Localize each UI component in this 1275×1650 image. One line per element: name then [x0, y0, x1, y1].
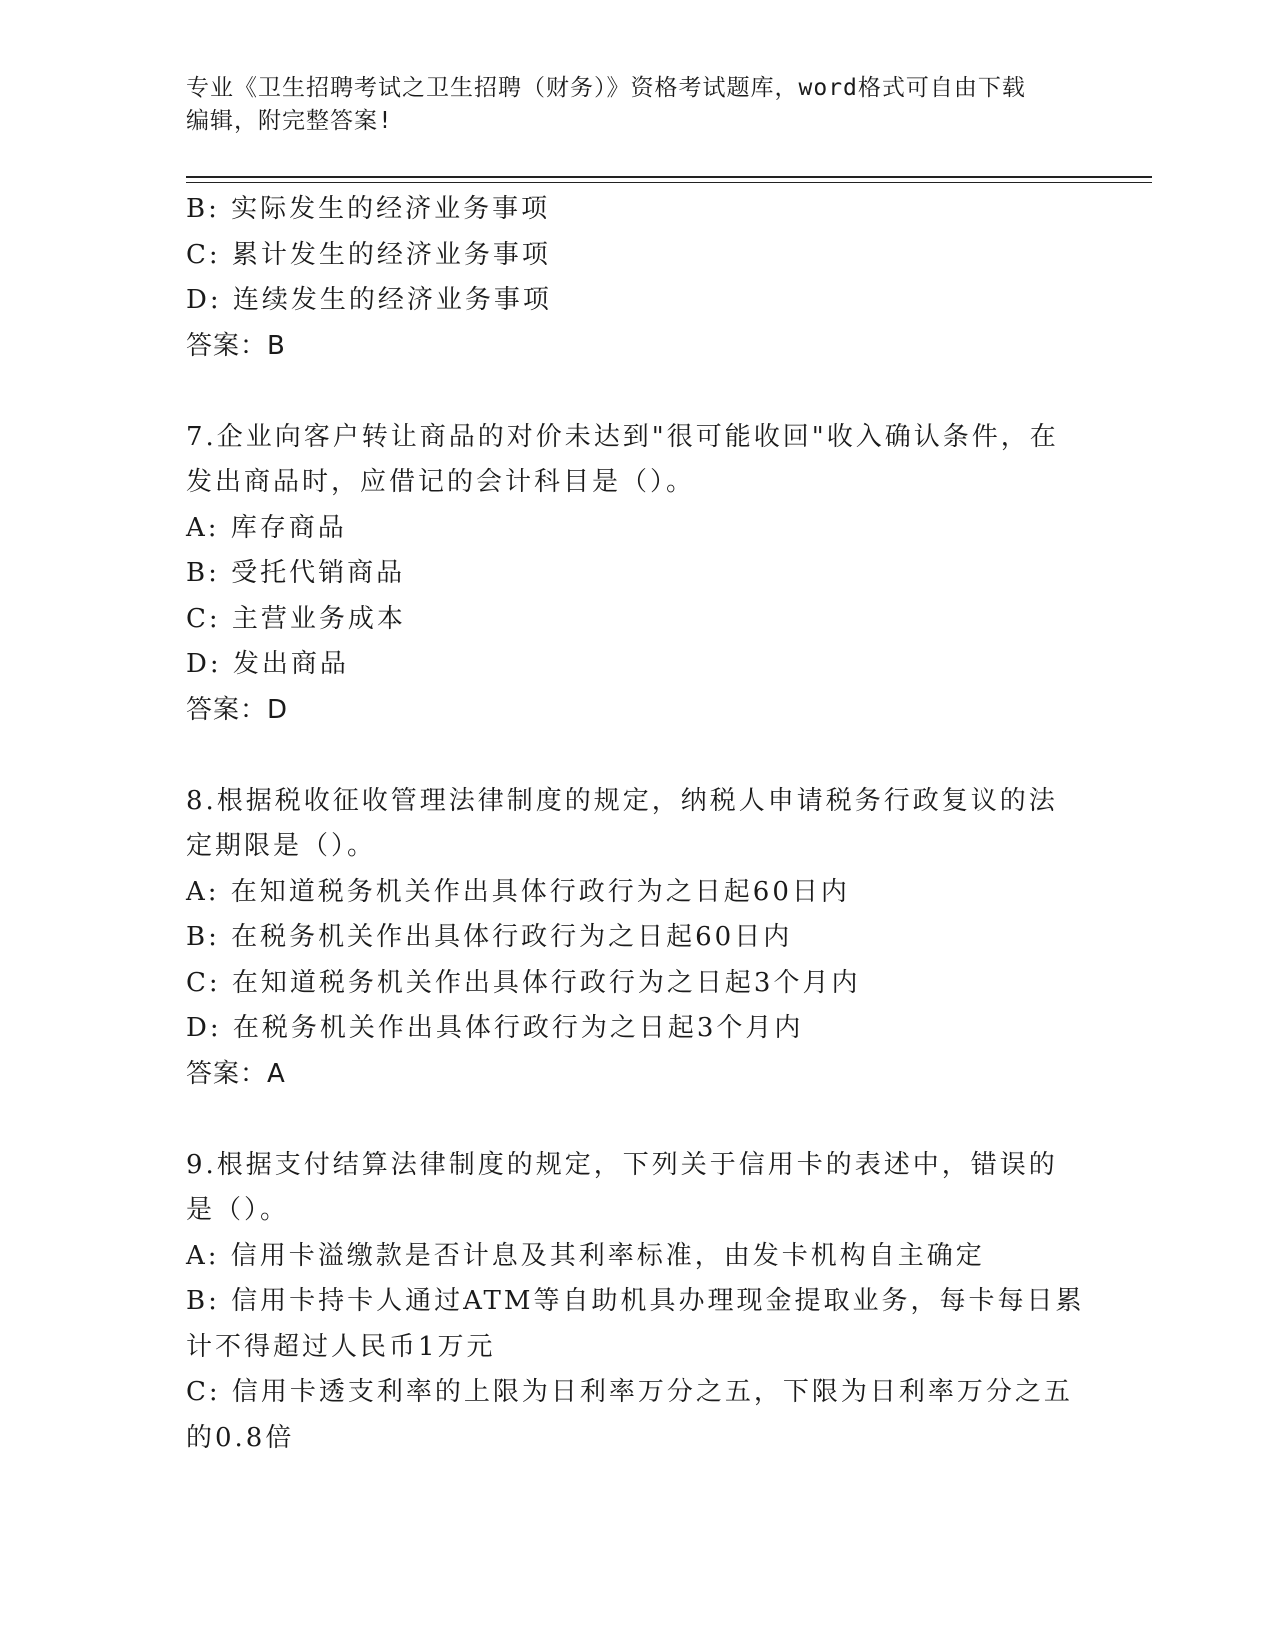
question-8-option-b: B: 在税务机关作出具体行政行为之日起60日内	[186, 922, 793, 952]
question-8-stem-line-2: 定期限是（）。	[186, 831, 377, 861]
question-7-option-b: B: 受托代销商品	[186, 558, 406, 588]
question-7-option-c: C: 主营业务成本	[186, 603, 406, 634]
question-7-answer: 答案：D	[186, 694, 289, 725]
question-9	[186, 1143, 1085, 1462]
question-9-option-a: A: 信用卡溢缴款是否计息及其利率标准，由发卡机构自主确定	[186, 1240, 985, 1271]
question-8	[186, 779, 1076, 1098]
question-9-option-b-line-2: 计不得超过人民币1万元	[186, 1331, 496, 1362]
question-7	[186, 415, 1076, 734]
question-9-option-c-line-2: 的0.8倍	[186, 1422, 295, 1453]
spacer	[186, 369, 1076, 415]
header-line-2: 编辑，附完整答案!	[186, 108, 393, 134]
page-header	[186, 72, 1076, 138]
question-9-stem-line-2: 是（）。	[186, 1195, 290, 1225]
question-8-answer: 答案：A	[186, 1058, 286, 1089]
question-8-option-c: C: 在知道税务机关作出具体行政行为之日起3个月内	[186, 967, 861, 998]
header-rule-thick	[186, 176, 1152, 178]
question-8-option-d: D: 在税务机关作出具体行政行为之日起3个月内	[186, 1013, 804, 1043]
question-6-option-d: D: 连续发生的经济业务事项	[186, 285, 552, 315]
document-body	[186, 187, 1085, 1461]
question-6-answer: 答案：B	[186, 330, 286, 361]
question-8-option-a: A: 在知道税务机关作出具体行政行为之日起60日内	[186, 876, 850, 907]
question-7-option-d: D: 发出商品	[186, 649, 349, 679]
spacer	[186, 1097, 1076, 1143]
question-6	[186, 187, 1076, 369]
question-9-option-c-line-1: C: 信用卡透支利率的上限为日利率万分之五，下限为日利率万分之五	[186, 1377, 1073, 1407]
question-7-stem-line-2: 发出商品时，应借记的会计科目是（）。	[186, 467, 696, 497]
question-6-option-b: B: 实际发生的经济业务事项	[186, 194, 551, 224]
question-7-option-a: A: 库存商品	[186, 512, 347, 543]
question-8-stem-line-1: 8.根据税收征收管理法律制度的规定，纳税人申请税务行政复议的法	[186, 785, 1058, 816]
header-rule-thin	[186, 182, 1152, 183]
header-line-1: 专业《卫生招聘考试之卫生招聘（财务）》资格考试题库，word格式可自由下载	[186, 75, 1026, 101]
question-9-stem-line-1: 9.根据支付结算法律制度的规定，下列关于信用卡的表述中，错误的	[186, 1149, 1058, 1180]
spacer	[186, 733, 1076, 779]
question-6-option-c: C: 累计发生的经济业务事项	[186, 239, 551, 270]
question-7-stem-line-1: 7.企业向客户转让商品的对价未达到"很可能收回"收入确认条件，在	[186, 421, 1059, 452]
question-9-option-b-line-1: B: 信用卡持卡人通过ATM等自助机具办理现金提取业务，每卡每日累	[186, 1286, 1085, 1316]
